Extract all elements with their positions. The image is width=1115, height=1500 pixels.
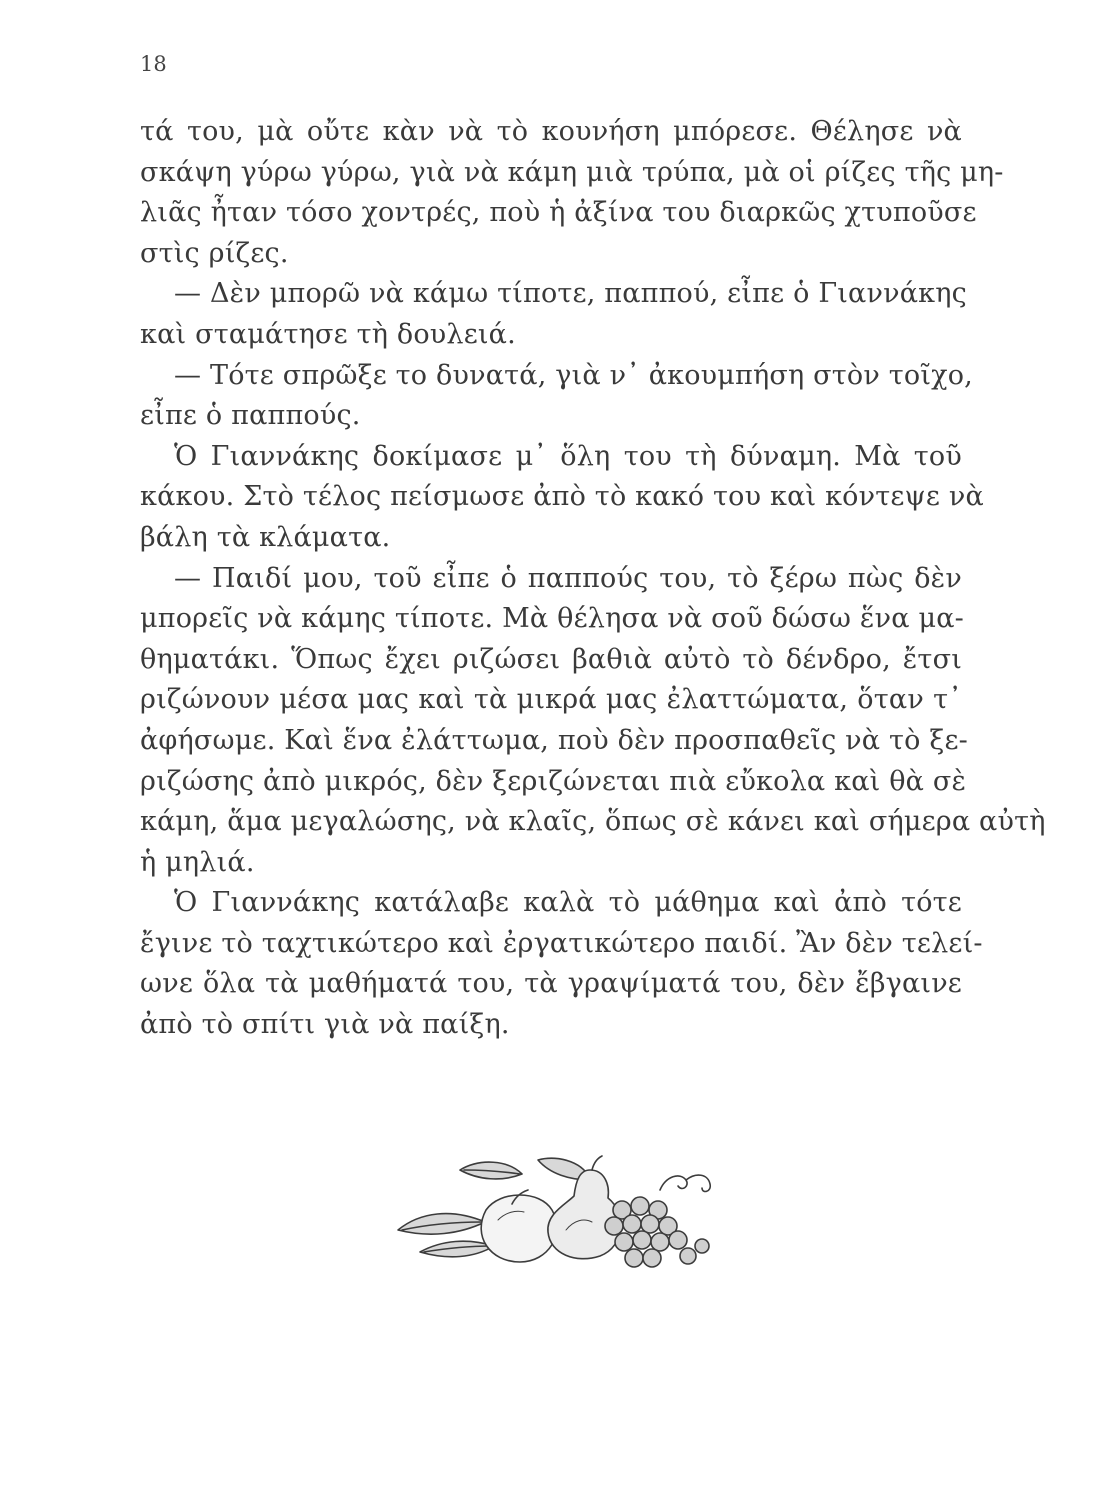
page-number: 18 xyxy=(140,52,167,76)
leaf-left-lower xyxy=(420,1241,494,1257)
text-line: λιᾶς ἦταν τόσο χοντρές, ποὺ ἡ ἀξίνα του διαρκῶς χτυποῦσε xyxy=(140,197,977,229)
text-line: ἀπὸ τὸ σπίτι γιὰ νὰ παίξη. xyxy=(140,1009,510,1041)
text-line: στὶς ρίζες. xyxy=(140,237,289,269)
text-line: ἀφήσωμε. Καὶ ἕνα ἐλάττωμα, ποὺ δὲν προσπαθεῖς νὰ τὸ ξε- xyxy=(140,724,968,756)
text-line: καὶ σταμάτησε τὴ δουλειά. xyxy=(140,318,516,350)
apple xyxy=(481,1195,557,1262)
text-line: — Τότε σπρῶξε το δυνατά, γιὰ ν᾿ ἀκουμπήση στὸν τοῖχο, xyxy=(174,359,973,391)
text-line: — Δὲν μπορῶ νὰ κάμω τίποτε, παππού, εἶπε ὁ Γιαννάκης xyxy=(174,278,967,310)
grapes xyxy=(605,1197,709,1267)
text-line: Ὁ Γιαννάκης κατάλαβε καλὰ τὸ μάθημα καὶ ἀπὸ τότε xyxy=(174,887,962,919)
text-line: ἔγινε τὸ ταχτικώτερο καὶ ἐργατικώτερο παιδί. Ἂν δὲν τελεί- xyxy=(140,927,983,959)
text-line: σκάψη γύρω γύρω, γιὰ νὰ κάμη μιὰ τρύπα, μὰ οἱ ρίζες τῆς μη- xyxy=(140,156,1004,188)
text-line: — Παιδί μου, τοῦ εἶπε ὁ παππούς του, τὸ ξέρω πὼς δὲν xyxy=(174,562,962,594)
text-line: ριζώσης ἀπὸ μικρός, δὲν ξεριζώνεται πιὰ εὔκολα καὶ θὰ σὲ xyxy=(140,765,967,797)
pear xyxy=(548,1170,621,1259)
text-line: κάκου. Στὸ τέλος πείσμωσε ἀπὸ τὸ κακό του καὶ κόντεψε νὰ xyxy=(140,481,984,513)
ornament-ink xyxy=(398,1156,710,1267)
text-line: Ὁ Γιαννάκης δοκίμασε μ᾿ ὅλη του τὴ δύναμη. Μὰ τοῦ xyxy=(174,440,962,472)
text-line: ωνε ὅλα τὰ μαθήματά του, τὰ γραψίματά του, δὲν ἔβγαινε xyxy=(140,968,962,1000)
text-line: τά του, μὰ οὔτε κὰν νὰ τὸ κουνήση μπόρεσε. Θέλησε νὰ xyxy=(140,116,962,147)
body-text xyxy=(140,112,1046,1046)
text-line: μπορεῖς νὰ κάμης τίποτε. Μὰ θέλησα νὰ σοῦ δώσω ἕνα μα- xyxy=(140,603,964,635)
text-line: θηματάκι. Ὅπως ἔχει ριζώσει βαθιὰ αὐτὸ τὸ δένδρο, ἔτσι xyxy=(140,643,962,675)
text-line: κάμη, ἅμα μεγαλώσης, νὰ κλαῖς, ὅπως σὲ κάνει καὶ σήμερα αὐτὴ xyxy=(140,806,1046,838)
text-line: εἶπε ὁ παππούς. xyxy=(140,400,361,432)
fruit-vignette-icon xyxy=(390,1150,730,1280)
text-line: ριζώνουν μέσα μας καὶ τὰ μικρά μας ἐλαττώματα, ὅταν τ᾿ xyxy=(140,684,962,716)
text-line: βάλη τὰ κλάματα. xyxy=(140,521,391,553)
tendril xyxy=(660,1176,687,1190)
text-line: ἡ μηλιά. xyxy=(140,846,255,878)
